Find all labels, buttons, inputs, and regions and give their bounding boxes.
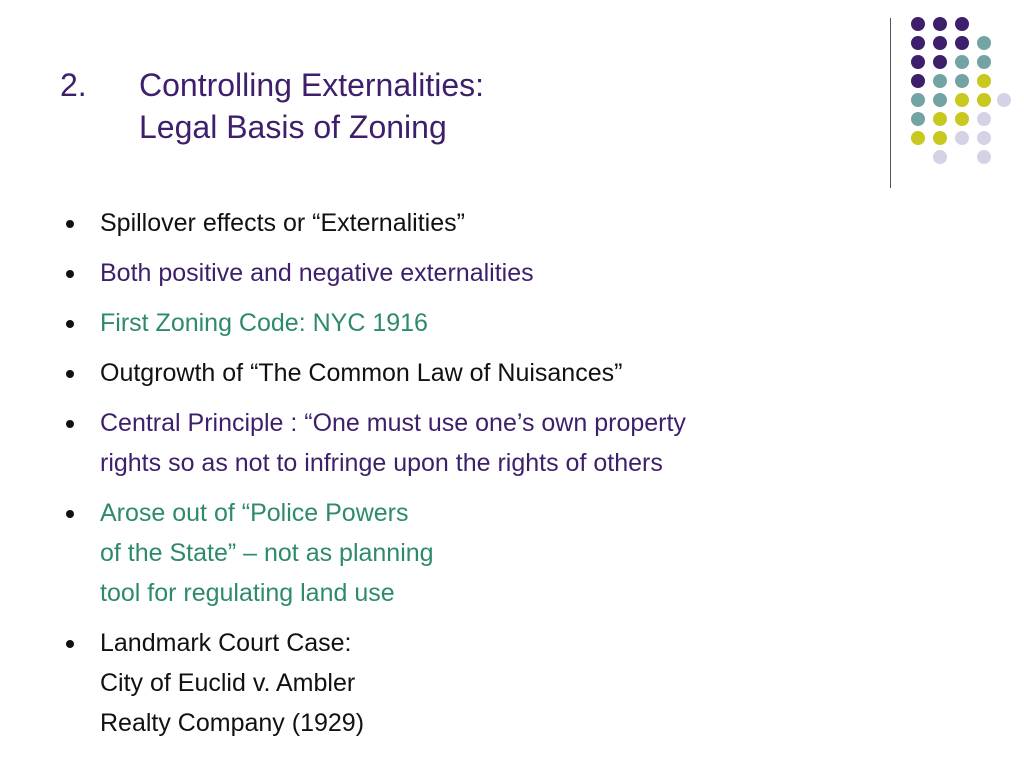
title-line-2: Legal Basis of Zoning — [139, 109, 447, 145]
bullet-text-line: Arose out of “Police Powers — [100, 499, 409, 527]
decorative-dot-icon — [955, 74, 969, 88]
bullet-list — [62, 203, 962, 753]
bullet-item-spillover — [62, 203, 962, 243]
bullet-text-line: Landmark Court Case: — [100, 629, 352, 657]
decorative-dot-icon — [955, 17, 969, 31]
decorative-dot-icon — [911, 55, 925, 69]
decorative-dot-icon — [911, 131, 925, 145]
decorative-dot-icon — [911, 112, 925, 126]
bullet-dot-icon — [66, 420, 74, 428]
bullet-dot-icon — [66, 270, 74, 278]
bullet-item-first-zoning-code — [62, 303, 962, 343]
decorative-dot-icon — [977, 36, 991, 50]
decorative-dot-icon — [977, 112, 991, 126]
title-number: 2. — [60, 67, 87, 103]
bullet-text-line: City of Euclid v. Ambler — [100, 669, 356, 697]
decorative-dot-icon — [933, 55, 947, 69]
bullet-text-line: Both positive and negative externalities — [100, 259, 534, 287]
bullet-dot-icon — [66, 220, 74, 228]
decorative-dot-icon — [911, 93, 925, 107]
decorative-dot-icon — [933, 93, 947, 107]
bullet-dot-icon — [66, 640, 74, 648]
decorative-dot-icon — [933, 74, 947, 88]
decorative-dot-icon — [997, 93, 1011, 107]
bullet-text-line: tool for regulating land use — [100, 579, 395, 607]
decorative-dot-icon — [955, 112, 969, 126]
decorative-dot-icon — [955, 93, 969, 107]
decorative-dot-icon — [933, 150, 947, 164]
decorative-dot-icon — [977, 74, 991, 88]
bullet-text-line: Spillover effects or “Externalities” — [100, 209, 465, 237]
decorative-dot-icon — [911, 17, 925, 31]
decorative-dot-icon — [933, 17, 947, 31]
title-line-1: Controlling Externalities: — [139, 67, 485, 103]
decorative-dot-icon — [977, 150, 991, 164]
bullet-item-common-law — [62, 353, 962, 393]
bullet-text-line: Outgrowth of “The Common Law of Nuisances” — [100, 359, 623, 387]
decorative-dot-grid — [0, 0, 1024, 200]
bullet-item-landmark-case — [62, 623, 962, 743]
bullet-item-central-principle — [62, 403, 962, 483]
decorative-dot-icon — [977, 55, 991, 69]
decorative-dot-icon — [955, 131, 969, 145]
decorative-dot-icon — [955, 36, 969, 50]
decorative-dot-icon — [955, 55, 969, 69]
decorative-dot-icon — [933, 131, 947, 145]
decorative-dot-icon — [933, 36, 947, 50]
bullet-dot-icon — [66, 370, 74, 378]
decorative-dot-icon — [977, 131, 991, 145]
bullet-dot-icon — [66, 320, 74, 328]
bullet-dot-icon — [66, 510, 74, 518]
bullet-text-line: of the State” – not as planning — [100, 539, 434, 567]
decorative-dot-icon — [911, 36, 925, 50]
bullet-item-positive-negative — [62, 253, 962, 293]
decorative-dot-icon — [933, 112, 947, 126]
bullet-text-line: First Zoning Code: NYC 1916 — [100, 309, 428, 337]
bullet-text-line: rights so as not to infringe upon the rights of others — [100, 449, 663, 477]
bullet-text-line: Realty Company (1929) — [100, 709, 365, 737]
decorative-dot-icon — [977, 93, 991, 107]
bullet-item-police-powers — [62, 493, 962, 613]
decorative-dot-icon — [911, 74, 925, 88]
bullet-text-line: Central Principle : “One must use one’s own property — [100, 409, 686, 437]
